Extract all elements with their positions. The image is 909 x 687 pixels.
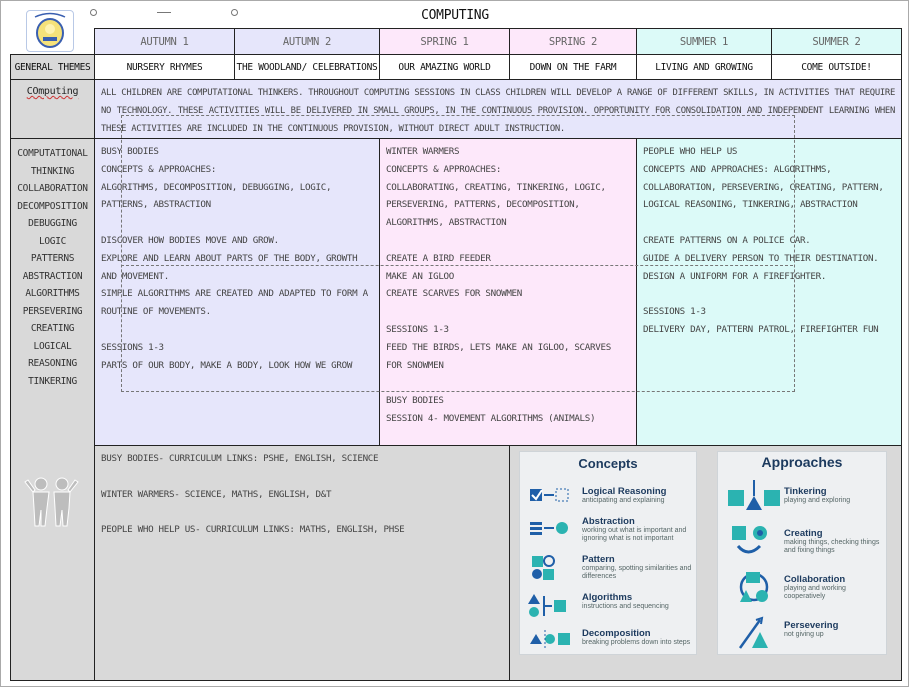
concept-title: Algorithms [582, 592, 633, 603]
concept-sub: breaking problems down into steps [582, 639, 691, 646]
theme-autumn-2: THE WOODLAND/ CELEBRATIONS [234, 54, 380, 80]
approach-sub: playing and exploring [784, 497, 851, 504]
skill-item: LOGICAL [33, 340, 72, 352]
concept-title: Pattern [582, 554, 615, 565]
approach-tinkering [726, 480, 850, 512]
skill-item: ALGORITHMS [25, 288, 80, 299]
concept-abstraction [528, 516, 696, 544]
skills-list [11, 139, 94, 390]
skill-item: REASONING [28, 358, 77, 369]
approach-sub: playing and working cooperatively [784, 585, 846, 600]
collaboration-icon [726, 570, 782, 604]
approach-persevering [726, 616, 838, 650]
concept-title: Logical Reasoning [582, 486, 667, 497]
creating-icon [726, 524, 782, 558]
approach-title: Creating [784, 528, 823, 539]
logical-reasoning-icon [528, 486, 572, 514]
approaches-heading: Approaches [761, 454, 843, 470]
page-title: COMPUTING [421, 7, 489, 23]
concept-pattern [528, 554, 696, 582]
concept-logical-reasoning [528, 486, 666, 514]
computing-label-cell [10, 79, 95, 139]
unit-summer: PEOPLE WHO HELP US CONCEPTS AND APPROACHES: ALGORITHMS, COLLABORATION, PERSEVERING, CREATING, PATTERN, LOGICAL REASONING, TINKERING, ABSTRACTION CREATE PATTERNS ON A POLICE CAR. GUIDE A DELIVERY PERSON TO THEIR DESTINATION. DESIGN A UNIFORM FOR A FIREFIGHTER. SESSIONS 1-3 DELIVERY DAY, PATTERN PATROL, FIREFIGHTER FUN [636, 138, 902, 446]
abstraction-icon [528, 516, 572, 544]
handle-line[interactable] [157, 12, 171, 13]
concept-sub: instructions and sequencing [582, 603, 669, 610]
approach-sub: making things, checking things and fixing things [784, 539, 880, 554]
theme-summer-2: COME OUTSIDE! [771, 54, 902, 80]
theme-spring-1: OUR AMAZING WORLD [379, 54, 510, 80]
concept-sub: working out what is important and ignoring what is not important [582, 527, 687, 542]
theme-autumn-1: NURSERY RHYMES [94, 54, 235, 80]
concept-title: Abstraction [582, 516, 635, 527]
handle-dot-left[interactable] [90, 9, 97, 16]
skill-item: DECOMPOSITION [17, 200, 88, 212]
term-spring-1: SPRING 1 [379, 28, 510, 55]
pattern-icon [528, 554, 572, 582]
decomposition-icon [528, 628, 572, 656]
skill-item: COMPUTATIONAL [17, 148, 88, 159]
concept-sub: comparing, spotting similarities and differences [582, 565, 692, 580]
skill-item: COLLABORATION [17, 183, 88, 194]
theme-summer-1: LIVING AND GROWING [636, 54, 772, 80]
approach-collaboration [726, 570, 886, 604]
concept-sub: anticipating and explaining [582, 497, 665, 504]
computing-intro: ALL CHILDREN ARE COMPUTATIONAL THINKERS. THROUGHOUT COMPUTING SESSIONS IN CLASS CHILDREN WILL DEVELOP A RANGE OF DIFFERENT SKILLS, IN ACTIVITIES THAT REQUIRE NO TECHNOLOGY. THESE ACTIVITIES WILL BE DELIVERED IN SMALL GROUPS, IN THE CONTINUOUS PROVISION. OPPORTUNITY FOR CONSOLIDATION AND INDEPENDENT LEARNING WHEN THESE ACTIVITIES ARE INCLUDED IN THE CONTINUOUS PROVISION, WITHOUT DIRECT ADULT INSTRUCTION. [94, 79, 902, 139]
approaches-card [717, 451, 887, 655]
curriculum-links: BUSY BODIES- CURRICULUM LINKS: PSHE, ENGLISH, SCIENCE WINTER WARMERS- SCIENCE, MATHS, ENGLISH, D&T PEOPLE WHO HELP US- CURRICULUM LINKS: MATHS, ENGLISH, PHSE [94, 445, 510, 681]
term-autumn-1: AUTUMN 1 [94, 28, 235, 55]
handle-dot-right[interactable] [231, 9, 238, 16]
themes-label: GENERAL THEMES [10, 54, 95, 80]
approach-title: Persevering [784, 620, 839, 631]
term-autumn-2: AUTUMN 2 [234, 28, 380, 55]
skill-item: PERSEVERING [22, 305, 83, 317]
concept-algorithms [528, 592, 669, 620]
term-spring-2: SPRING 2 [509, 28, 637, 55]
skill-item: PATTERNS [30, 253, 75, 264]
skills-sidebar [10, 138, 95, 681]
skill-item: DEBUGGING [28, 218, 77, 229]
computing-label: COmputing [26, 86, 79, 97]
skill-item: CREATING [30, 323, 75, 334]
approach-sub: not giving up [784, 631, 824, 638]
concepts-heading: Concepts [578, 456, 638, 471]
skill-item: LOGIC [38, 235, 67, 247]
skill-item: ABSTRACTION [22, 270, 83, 282]
term-summer-1: SUMMER 1 [636, 28, 772, 55]
selection-box-inner[interactable] [121, 265, 793, 267]
approach-creating [726, 524, 886, 558]
school-logo [26, 10, 74, 52]
approach-title: Tinkering [784, 486, 827, 497]
algorithms-icon [528, 592, 572, 620]
concepts-card [519, 451, 697, 655]
persevering-icon [726, 616, 782, 650]
concept-title: Decomposition [582, 628, 651, 639]
skill-item: TINKERING [28, 375, 77, 387]
theme-spring-2: DOWN ON THE FARM [509, 54, 637, 80]
tinkering-icon [726, 480, 782, 512]
concept-decomposition [528, 628, 690, 656]
term-summer-2: SUMMER 2 [771, 28, 902, 55]
skill-item: THINKING [30, 165, 75, 177]
children-icon [21, 474, 81, 529]
approach-title: Collaboration [784, 574, 846, 585]
unit-spring: WINTER WARMERS CONCEPTS & APPROACHES: COLLABORATING, CREATING, TINKERING, LOGIC, PERSEVERING, PATTERNS, DECOMPOSITION, ALGORITHMS, ABSTRACTION CREATE A BIRD FEEDER MAKE AN IGLOO CREATE SCARVES FOR SNOWMEN SESSIONS 1-3 FEED THE BIRDS, LETS MAKE AN IGLOO, SCARVES FOR SNOWMEN BUSY BODIES SESSION 4- MOVEMENT ALGORITHMS (ANIMALS) [379, 138, 637, 446]
unit-autumn: BUSY BODIES CONCEPTS & APPROACHES: ALGORITHMS, DECOMPOSITION, DEBUGGING, LOGIC, PATTERNS, ABSTRACTION DISCOVER HOW BODIES MOVE AND GROW. EXPLORE AND LEARN ABOUT PARTS OF THE BODY, GROWTH AND MOVEMENT. SIMPLE ALGORITHMS ARE CREATED AND ADAPTED TO FORM A ROUTINE OF MOVEMENTS. SESSIONS 1-3 PARTS OF OUR BODY, MAKE A BODY, LOOK HOW WE GROW [94, 138, 380, 446]
selection-box[interactable] [121, 115, 795, 392]
